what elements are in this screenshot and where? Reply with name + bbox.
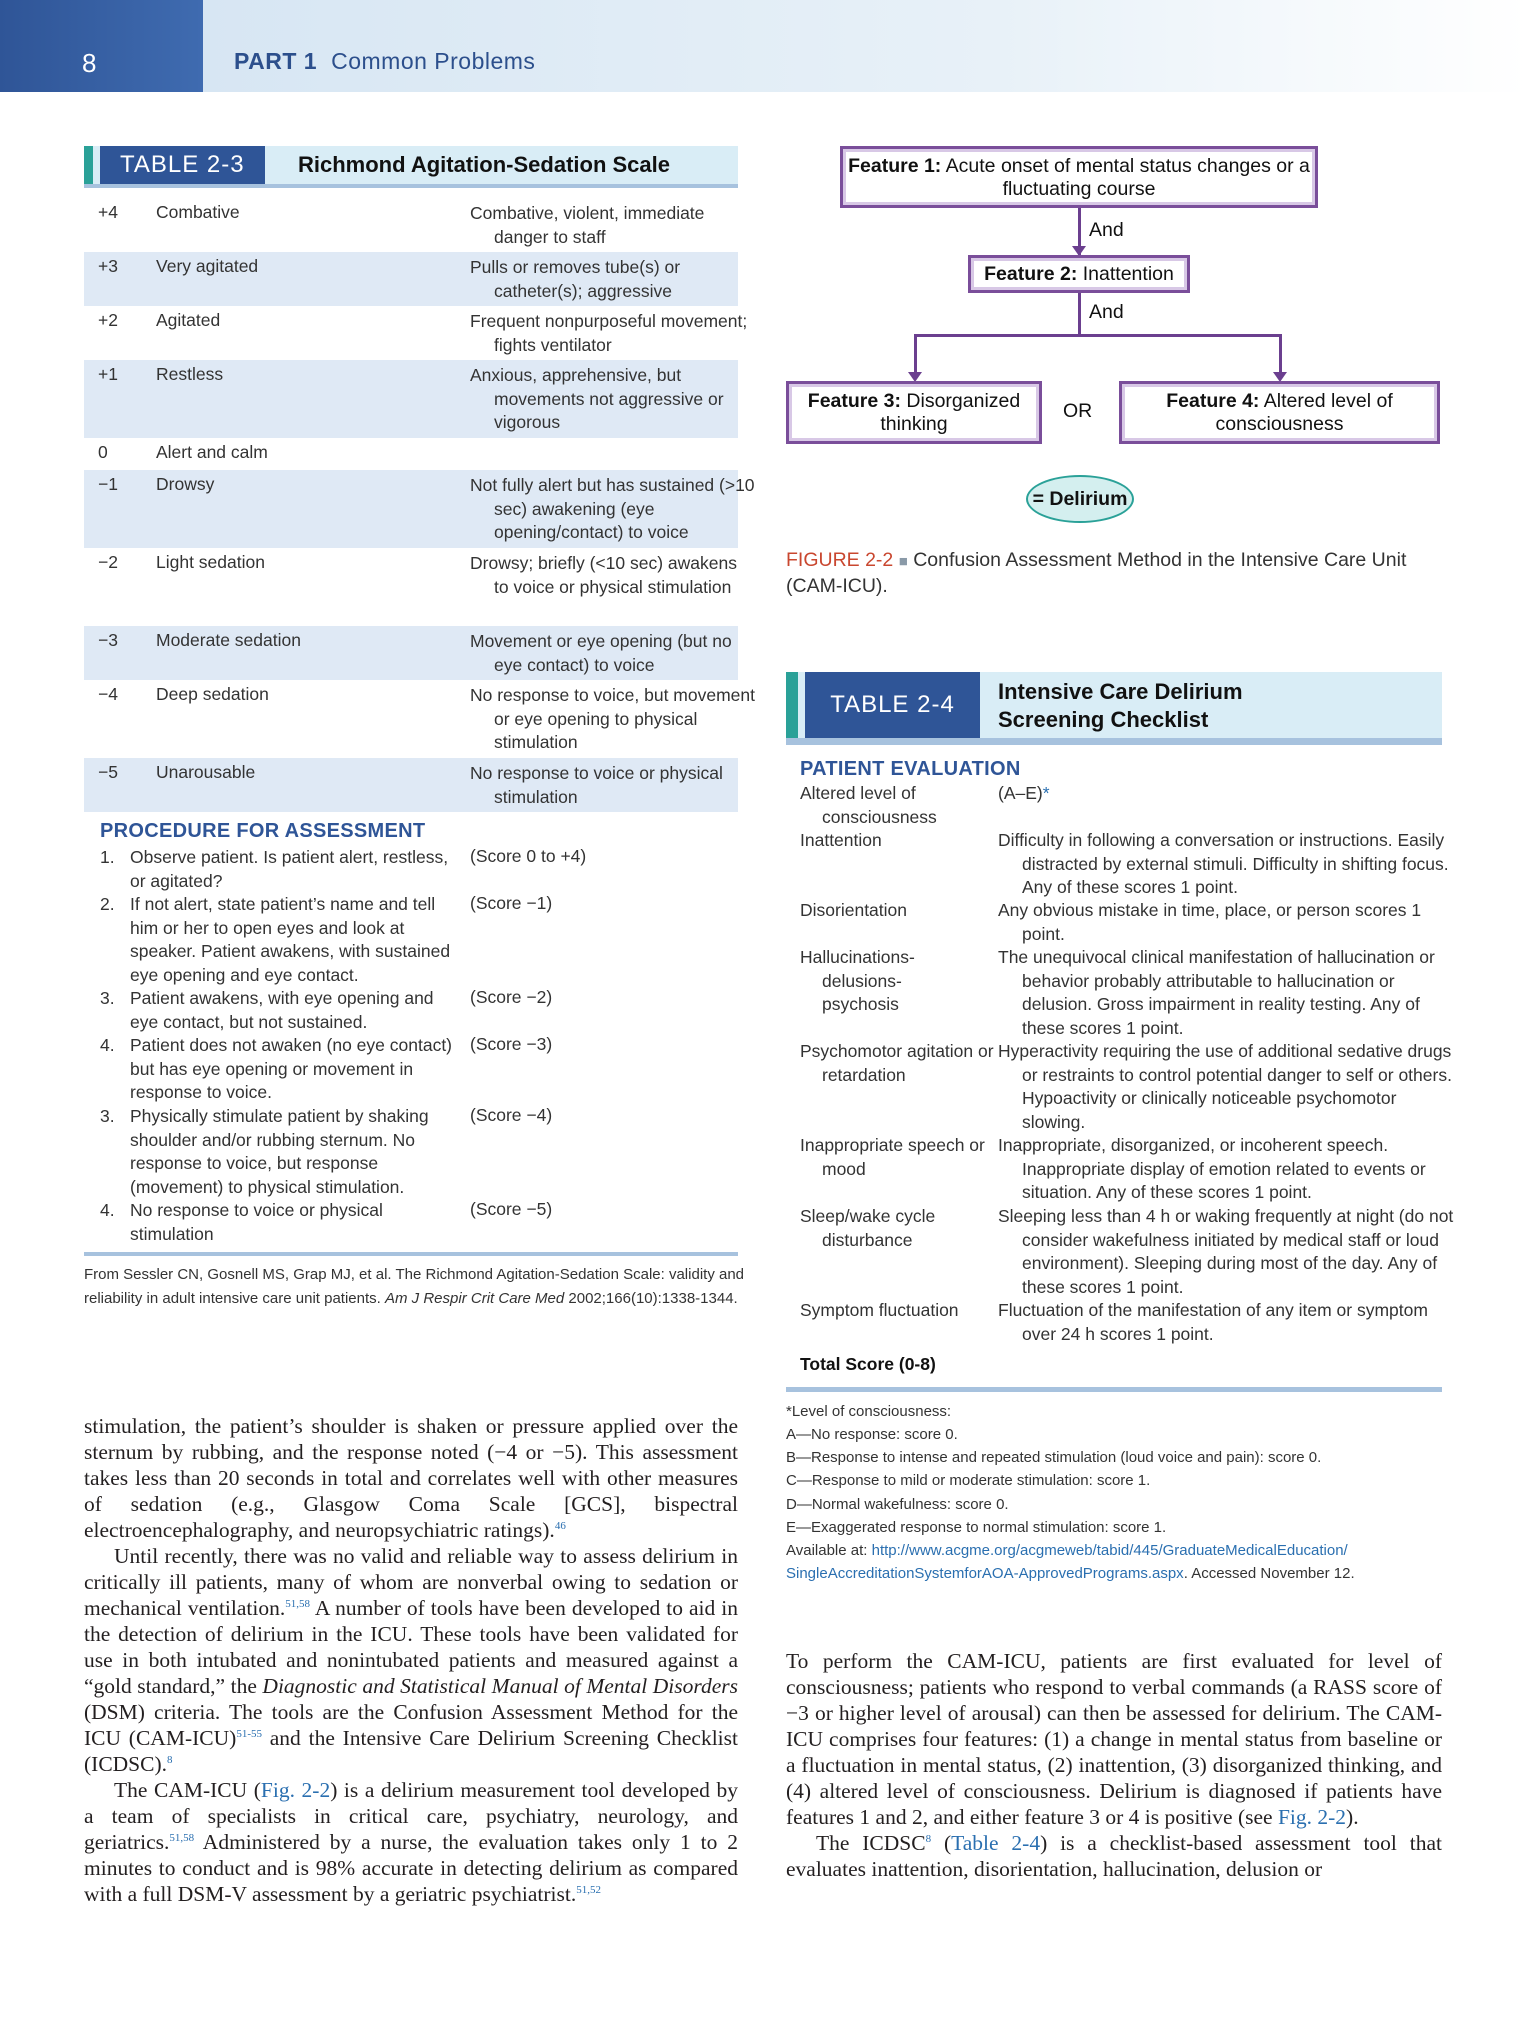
and-label: And	[1089, 301, 1124, 323]
rass-description: Anxious, apprehensive, but movements not aggressive or vigorous	[470, 365, 724, 432]
citation: 51-55	[236, 1727, 262, 1740]
text-run: stimulation, the patient’s shoulder is shaken or pressure applied over the sternum by rubbing, and the response noted (−4 or −5). This assessment takes less than 20 seconds in total and correlates well with other measures of sedation (e.g., Glasgow Coma Scale [GCS], bispectral electroencephalography, and neuropsychiatric ratings).	[84, 1414, 738, 1542]
rass-description: Not fully alert but has sustained (>10 sec) awakening (eye opening/contact) to voice	[470, 475, 755, 542]
text-run: ) is a checklist-based assessment tool that evaluates inattention, disorientation, hallucination, delusion or	[786, 1831, 1442, 1881]
step-text: Observe patient. Is patient alert, restless, or agitated?	[130, 847, 449, 891]
availability-line	[786, 1562, 1355, 1586]
checklist-item: Altered level of consciousness	[800, 783, 937, 827]
source-journal: Am J Respir Crit Care Med	[385, 1290, 565, 1307]
rass-score: −2	[98, 552, 118, 572]
paragraph	[786, 1830, 1442, 1882]
table-row	[84, 470, 755, 548]
citation: 8	[167, 1753, 173, 1766]
rass-score: +1	[98, 364, 118, 384]
rass-term: Unarousable	[156, 762, 256, 782]
step-text: Patient does not awaken (no eye contact) but has eye opening or movement in response to voice.	[130, 1035, 453, 1102]
part-title: Common Problems	[331, 48, 536, 74]
citation: 51,52	[576, 1883, 601, 1896]
procedure-title: PROCEDURE FOR ASSESSMENT	[100, 820, 426, 842]
rass-description: No response to voice, but movement or eye opening to physical stimulation	[470, 685, 756, 752]
text-run: The CAM-ICU (	[114, 1778, 261, 1802]
checklist-item: Inattention	[800, 830, 882, 850]
table-2-4-title	[998, 678, 1243, 734]
table-source	[84, 1263, 744, 1311]
citation: 8	[925, 1832, 932, 1845]
table-accent-bar	[786, 672, 798, 738]
checklist-desc: Fluctuation of the manifestation of any item or symptom over 24 h scores 1 point.	[998, 1300, 1428, 1344]
rass-term: Combative	[156, 202, 240, 222]
text-run: To perform the CAM-ICU, patients are first evaluated for level of consciousness; patients who respond to verbal commands (a RASS score of −3 or higher level of arousal) can then be assessed for delirium. The CAM-ICU comprises four features: (1) a change in mental status from baseline or a fluctuation in mental status, (2) inattention, (3) disorganized thinking, and (4) altered level of consciousness. Delirium is diagnosed if patients have features 1 and 2, and either feature 3 or 4 is positive (see	[786, 1649, 1442, 1829]
step-number: 2.	[100, 894, 115, 914]
rass-score: +3	[98, 256, 118, 276]
caption-text: Confusion Assessment Method in the Intensive Care Unit (CAM-ICU).	[786, 549, 1407, 597]
checklist-desc: Sleeping less than 4 h or waking frequently at night (do not consider wakefulness initiated by medical staff or loud environment). Sleeping during most of the day. Any of these scores 1 point.	[998, 1206, 1454, 1297]
feature-label: Feature 4:	[1166, 390, 1260, 412]
and-label: And	[1089, 219, 1124, 241]
feature-3-box	[786, 381, 1042, 444]
citation: 46	[554, 1519, 566, 1532]
paragraph	[786, 1648, 1442, 1830]
rass-score: −3	[98, 630, 118, 650]
checklist-item: Inappropriate speech or mood	[800, 1135, 985, 1179]
step-text: If not alert, state patient’s name and tell him or her to open eyes and look at speaker. Patient awakens, with sustained eye opening and eye contact.	[130, 894, 451, 985]
rass-description: Combative, violent, immediate danger to staff	[470, 203, 705, 247]
table-row	[84, 626, 738, 680]
desc-text: (A–E)	[998, 783, 1043, 803]
page-header	[0, 0, 1528, 92]
table-2-3-title: Richmond Agitation-Sedation Scale	[298, 152, 670, 177]
availability-line	[786, 1539, 1348, 1563]
left-column-text	[84, 1413, 738, 1907]
running-head	[234, 48, 535, 75]
rass-score: 0	[98, 442, 108, 462]
figure-link[interactable]: Fig. 2-2	[1277, 1805, 1347, 1829]
checklist-desc: Any obvious mistake in time, place, or person scores 1 point.	[998, 900, 1422, 944]
step-number: 3.	[100, 988, 115, 1008]
rass-term: Alert and calm	[156, 442, 268, 462]
step-text: Physically stimulate patient by shaking shoulder and/or rubbing sternum. No response to voice, but response (movement) to physical stimulation.	[130, 1106, 429, 1197]
table-2-4-header	[786, 672, 1442, 745]
source-url-link[interactable]: SingleAccreditationSystemforAOA-ApprovedPrograms.aspx	[786, 1565, 1184, 1582]
figure-label: FIGURE 2-2	[786, 549, 894, 571]
title-line: Screening Checklist	[998, 707, 1209, 732]
step-score: (Score −1)	[470, 893, 553, 913]
table-2-3-label: TABLE 2-3	[100, 146, 265, 184]
citation: 51,58	[285, 1597, 310, 1610]
text-run: ) is a delirium measurement tool developed by a team of specialists in critical care, psychiatry, neurology, and geriatrics.	[84, 1778, 738, 1854]
feature-1-box	[840, 146, 1318, 208]
rass-description: Pulls or removes tube(s) or catheter(s); aggressive	[470, 257, 681, 301]
text-run: Until recently, there was no valid and reliable way to assess delirium in critically ill patients, many of whom are nonverbal owing to sedation or mechanical ventilation.	[84, 1544, 738, 1620]
feature-label: Feature 3:	[807, 390, 901, 412]
footnote-line: *Level of consciousness:	[786, 1403, 952, 1420]
step-number: 3.	[100, 1106, 115, 1126]
rass-term: Agitated	[156, 310, 221, 330]
checklist-item: Psychomotor agitation or retardation	[800, 1041, 994, 1085]
step-text: Patient awakens, with eye opening and eye contact, but not sustained.	[130, 988, 434, 1032]
table-row	[84, 438, 738, 470]
source-url-link[interactable]: http://www.acgme.org/acgmeweb/tabid/445/GraduateMedicalEducation/	[871, 1542, 1348, 1559]
source-year: 2002;166(10):1338-1344.	[568, 1290, 738, 1307]
footnote-line: D—Normal wakefulness: score 0.	[786, 1496, 1009, 1513]
rass-term: Drowsy	[156, 474, 215, 494]
part-label: PART 1	[234, 48, 318, 74]
header-band	[203, 0, 1528, 92]
patient-evaluation-title: PATIENT EVALUATION	[800, 758, 1021, 780]
checklist-desc: Inappropriate, disorganized, or incoherent speech. Inappropriate display of emotion related to events or situation. Any of these scores 1 point.	[998, 1135, 1426, 1202]
checklist-desc: Hyperactivity requiring the use of additional sedative drugs or restraints to control potential danger to self or others. Hypoactivity or clinically noticeable psychomotor slowing.	[998, 1041, 1452, 1132]
connector-line	[1078, 293, 1081, 336]
table-row	[84, 758, 738, 812]
feature-2-box	[968, 255, 1190, 293]
table-row	[84, 548, 738, 626]
text-run: (DSM) criteria. The tools are the Confusion Assessment Method for the ICU (CAM-ICU)	[84, 1700, 738, 1750]
or-label: OR	[1063, 400, 1093, 422]
book-title: Diagnostic and Statistical Manual of Mental Disorders	[262, 1674, 738, 1698]
step-score: (Score −2)	[470, 987, 553, 1007]
step-score: (Score −3)	[470, 1034, 553, 1054]
page-number: 8	[82, 48, 97, 78]
step-number: 4.	[100, 1035, 115, 1055]
feature-text: Altered level of consciousness	[1215, 390, 1393, 435]
figure-link[interactable]: Fig. 2-2	[260, 1778, 331, 1802]
rass-term: Deep sedation	[156, 684, 269, 704]
delirium-result: = Delirium	[1026, 475, 1134, 523]
text-run: The ICDSC	[816, 1831, 926, 1855]
footnote-line: E—Exaggerated response to normal stimulation: score 1.	[786, 1519, 1167, 1536]
rass-score: +2	[98, 310, 118, 330]
text-run: (	[931, 1831, 952, 1855]
rass-term: Light sedation	[156, 552, 265, 572]
rass-score: −4	[98, 684, 118, 704]
step-text: No response to voice or physical stimulation	[130, 1200, 383, 1244]
checklist-desc: The unequivocal clinical manifestation of hallucination or behavior probably attributable to hallucination or delusion. Gross impairment in reality testing. Any of these scores 1 point.	[998, 947, 1435, 1038]
text-run: Administered by a nurse, the evaluation takes only 1 to 2 minutes to conduct and is 98% accurate in detecting delirium as compared with a full DSM-V assessment by a geriatric psychiatrist.	[84, 1830, 738, 1906]
caption-square-icon: ■	[898, 553, 908, 570]
text-run: and the Intensive Care Delirium Screening Checklist (ICDSC).	[84, 1726, 738, 1776]
feature-text: Inattention	[1082, 263, 1174, 285]
paragraph	[84, 1543, 738, 1777]
available-label: Available at:	[786, 1542, 868, 1559]
total-score-label: Total Score (0-8)	[800, 1354, 936, 1374]
table-accent-bar	[84, 146, 93, 184]
checklist-desc: Difficulty in following a conversation or instructions. Easily distracted by external stimuli. Difficulty in shifting focus. Any of these scores 1 point.	[998, 830, 1449, 897]
footnote-line: A—No response: score 0.	[786, 1426, 958, 1443]
footnote-line: C—Response to mild or moderate stimulation: score 1.	[786, 1472, 1151, 1489]
table-row	[84, 680, 756, 758]
page-number-block	[0, 0, 203, 92]
rass-score: +4	[98, 202, 118, 222]
rass-term: Moderate sedation	[156, 630, 301, 650]
figure-caption	[786, 548, 1442, 599]
rass-score: −1	[98, 474, 118, 494]
step-score: (Score 0 to +4)	[470, 846, 587, 866]
table-row	[84, 198, 738, 248]
rass-description: No response to voice or physical stimulation	[470, 763, 723, 807]
text-run: ).	[1346, 1805, 1359, 1829]
footnote-line: B—Response to intense and repeated stimulation (loud voice and pain): score 0.	[786, 1449, 1322, 1466]
rass-score: −5	[98, 762, 118, 782]
rass-term: Very agitated	[156, 256, 259, 276]
checklist-item: Disorientation	[800, 900, 907, 920]
footnote-star: *	[1042, 783, 1050, 803]
feature-label: Feature 2:	[984, 263, 1078, 285]
rass-term: Restless	[156, 364, 224, 384]
table-row	[84, 360, 738, 438]
rass-description: Frequent nonpurposeful movement; fights ventilator	[470, 311, 748, 355]
step-score: (Score −4)	[470, 1105, 553, 1125]
table-row	[84, 252, 738, 306]
paragraph	[84, 1413, 738, 1543]
right-column-text	[786, 1648, 1442, 1882]
step-score: (Score −5)	[470, 1199, 553, 1219]
table-link[interactable]: Table 2-4	[951, 1831, 1041, 1855]
checklist-item: Symptom fluctuation	[800, 1300, 959, 1320]
table-2-3-header	[84, 146, 738, 188]
feature-label: Feature 1:	[848, 155, 942, 177]
step-number: 1.	[100, 847, 115, 867]
citation: 51,58	[169, 1831, 195, 1844]
feature-text: Acute onset of mental status changes or a fluctuating course	[945, 155, 1310, 200]
table-bottom-rule	[786, 1387, 1442, 1392]
table-bottom-rule	[84, 1252, 738, 1256]
feature-4-box	[1119, 381, 1440, 444]
table-row	[84, 306, 748, 360]
rass-description: Drowsy; briefly (<10 sec) awakens to voice or physical stimulation	[470, 553, 737, 597]
table-2-4-label: TABLE 2-4	[805, 672, 980, 738]
source-text: From Sessler CN, Gosnell MS, Grap MJ, et al. The Richmond Agitation-Sedation Scale: validity and reliability in adult intensive care unit patients.	[84, 1266, 745, 1307]
feature-text: Disorganized thinking	[880, 390, 1021, 435]
text-run: A number of tools have been developed to aid in the detection of delirium in the ICU. These tools have been validated for use in both intubated and nonintubated patients and measured against a “gold standard,” the	[84, 1596, 738, 1698]
paragraph	[84, 1777, 738, 1907]
checklist-desc	[998, 782, 1462, 806]
connector-line	[914, 334, 1282, 337]
accessed-text: . Accessed November 12.	[1183, 1565, 1355, 1582]
title-line: Intensive Care Delirium	[998, 679, 1243, 704]
rass-description: Movement or eye opening (but no eye contact) to voice	[470, 631, 732, 675]
step-number: 4.	[100, 1200, 115, 1220]
checklist-item: Sleep/wake cycle disturbance	[800, 1206, 936, 1250]
checklist-item: Hallucinations-delusions-psychosis	[800, 947, 915, 1014]
